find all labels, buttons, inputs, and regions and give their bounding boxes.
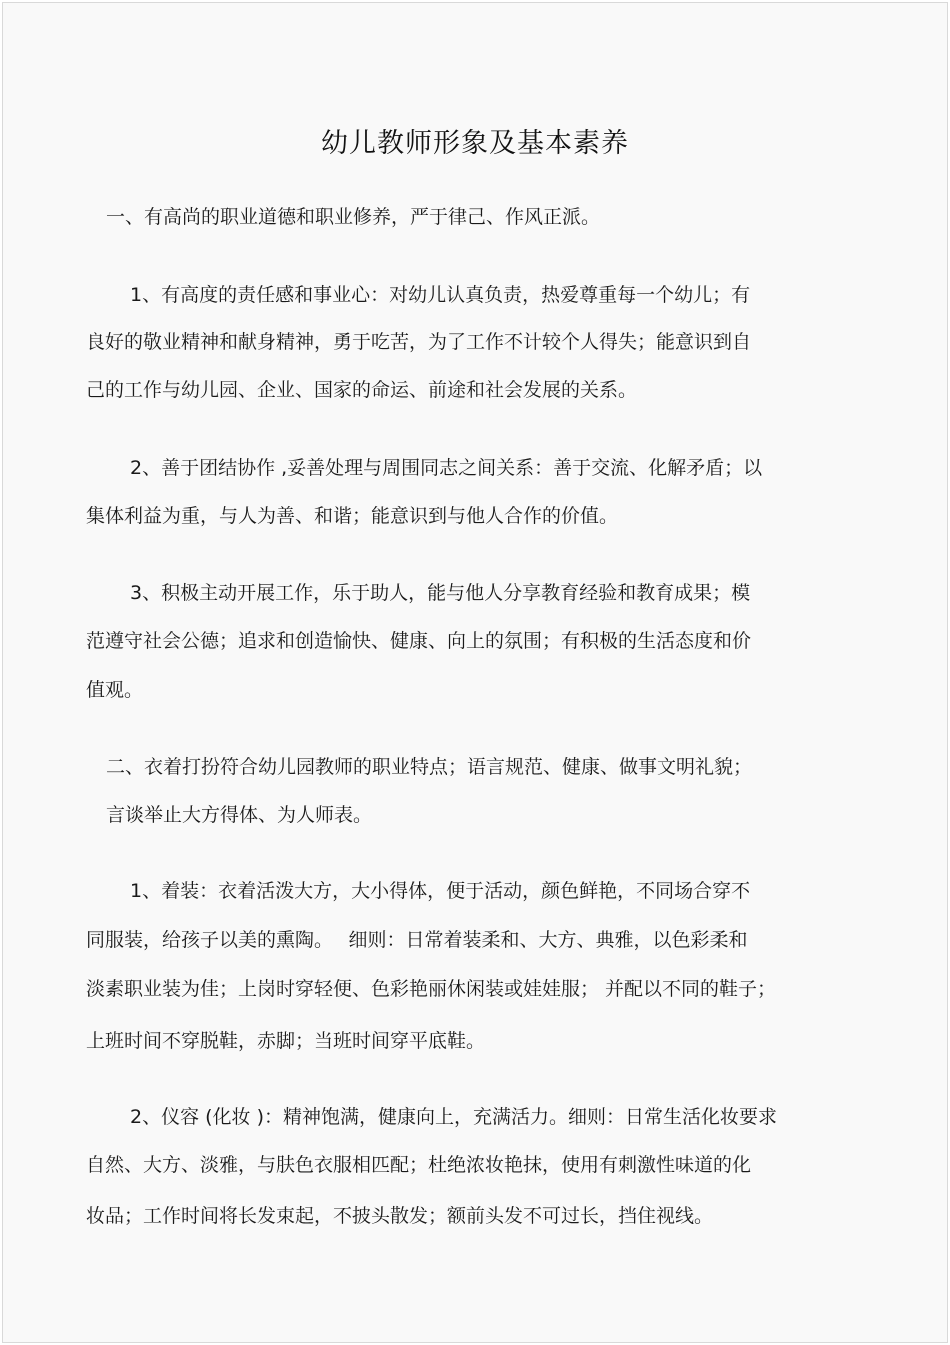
section-1-item-1-line-3: 己的工作与幼儿园、企业、国家的命运、前途和社会发展的关系。	[86, 379, 638, 401]
section-2-item-1-line-3: 淡素职业装为佳；上岗时穿轻便、色彩艳丽休闲装或娃娃服； 并配以不同的鞋子；	[86, 978, 777, 1000]
section-2-heading-line-1: 二、衣着打扮符合幼儿园教师的职业特点；语言规范、健康、做事文明礼貌；	[106, 756, 753, 778]
section-1-heading: 一、有高尚的职业道德和职业修养，严于律己、作风正派。	[106, 206, 601, 228]
section-1-item-2-line-1: 2、善于团结协作 ,妥善处理与周围同志之间关系：善于交流、化解矛盾；以	[130, 457, 763, 479]
section-2-item-2-line-1: 2、仪容 (化妆 )：精神饱满，健康向上，充满活力。细则：日常生活化妆要求	[130, 1106, 777, 1128]
section-1-item-3-line-3: 值观。	[86, 679, 144, 701]
section-1-item-3-line-2: 范遵守社会公德；追求和创造愉快、健康、向上的氛围；有积极的生活态度和价	[86, 630, 752, 652]
section-2-item-1-line-1: 1、着装：衣着活泼大方，大小得体，便于活动，颜色鲜艳，不同场合穿不	[130, 880, 751, 902]
section-1-item-1-line-1: 1、有高度的责任感和事业心：对幼儿认真负责，热爱尊重每一个幼儿；有	[130, 284, 751, 306]
document-title: 幼儿教师形象及基本素养	[321, 128, 629, 159]
section-1-item-3-line-1: 3、积极主动开展工作，乐于助人，能与他人分享教育经验和教育成果；模	[130, 582, 751, 604]
section-1-item-1-line-2: 良好的敬业精神和献身精神，勇于吃苦，为了工作不计较个人得失；能意识到自	[86, 331, 752, 353]
section-2-item-2-line-3: 妆品；工作时间将长发束起，不披头散发；额前头发不可过长，挡住视线。	[86, 1205, 714, 1227]
section-2-heading-line-2: 言谈举止大方得体、为人师表。	[106, 804, 373, 826]
section-2-item-2-line-2: 自然、大方、淡雅，与肤色衣服相匹配；杜绝浓妆艳抹，使用有刺激性味道的化	[86, 1154, 752, 1176]
section-1-item-2-line-2: 集体利益为重，与人为善、和谐；能意识到与他人合作的价值。	[86, 505, 619, 527]
section-2-item-1-line-4: 上班时间不穿脱鞋，赤脚；当班时间穿平底鞋。	[86, 1030, 486, 1052]
section-2-item-1-line-2: 同服装，给孩子以美的熏陶。 细则：日常着装柔和、大方、典雅，以色彩柔和	[86, 929, 748, 951]
